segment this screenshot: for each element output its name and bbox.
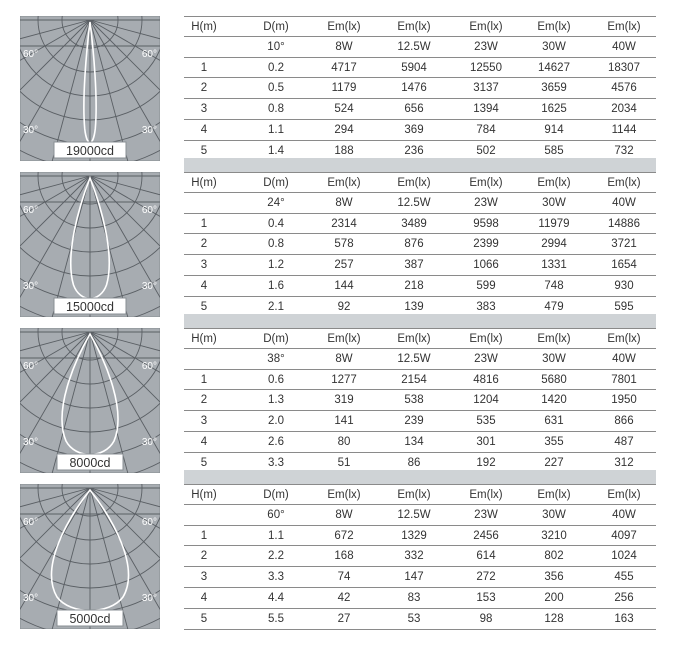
table-cell: 2 — [200, 82, 208, 95]
table-cell: 30W — [542, 40, 566, 53]
table-cell: Em(lx) — [397, 489, 431, 501]
data-row — [184, 567, 656, 588]
table-cell: 930 — [614, 279, 634, 292]
table-cell: 1 — [200, 217, 208, 230]
table-cell: 0.8 — [268, 103, 284, 116]
table-cell: 163 — [614, 612, 634, 625]
table-cell: Em(lx) — [537, 177, 571, 189]
table-cell: 5904 — [401, 61, 427, 74]
table-cell: 4576 — [611, 82, 637, 95]
table-cell: 1.3 — [268, 394, 284, 407]
table-cell — [184, 349, 224, 369]
table-cell: 51 — [337, 456, 351, 469]
table-cell: 8W — [335, 352, 353, 365]
table-cell: Em(lx) — [607, 333, 641, 345]
table-cell: 12.5W — [397, 40, 431, 53]
table-cell: 40W — [612, 352, 636, 365]
table-cell: 0.2 — [268, 61, 284, 74]
table-cell: 1 — [200, 373, 208, 386]
table-cell: 23W — [474, 352, 498, 365]
table-cell: 14627 — [538, 61, 570, 74]
table-cell: 301 — [476, 435, 496, 448]
table-cell: 14886 — [608, 217, 640, 230]
header-row — [184, 172, 656, 193]
table-cell: 1625 — [541, 103, 567, 116]
table-cell: H(m) — [191, 333, 217, 345]
table-cell: Em(lx) — [327, 333, 361, 345]
table-cell: 294 — [334, 123, 354, 136]
table-cell: Em(lx) — [469, 489, 503, 501]
table-cell: 3 — [200, 415, 208, 428]
table-cell: D(m) — [263, 21, 289, 33]
data-row — [184, 390, 656, 411]
polar-diagram-svg — [20, 16, 160, 161]
data-row — [184, 370, 656, 391]
table-cell: 1329 — [401, 529, 427, 542]
table-cell: 4 — [200, 123, 208, 136]
table-cell: 3 — [200, 103, 208, 116]
illuminance-table — [184, 328, 656, 474]
table-cell: 3.3 — [268, 571, 284, 584]
data-row — [184, 120, 656, 141]
table-cell: 631 — [544, 415, 564, 428]
table-cell: 8W — [335, 196, 353, 209]
angle-label: 60° — [23, 361, 39, 372]
table-cell: 5 — [200, 144, 208, 157]
table-cell: 147 — [404, 571, 424, 584]
table-cell: 1476 — [401, 82, 427, 95]
data-row — [184, 99, 656, 120]
table-cell: 599 — [476, 279, 496, 292]
table-cell: 2314 — [331, 217, 357, 230]
table-cell: 153 — [476, 591, 496, 604]
table-cell: 332 — [404, 550, 424, 563]
data-row — [184, 255, 656, 276]
angle-label: 30° — [141, 593, 157, 604]
table-cell: 12.5W — [397, 508, 431, 521]
table-cell: 1331 — [541, 259, 567, 272]
table-cell: 3210 — [541, 529, 567, 542]
table-cell: 2.0 — [268, 415, 284, 428]
table-cell: 236 — [404, 144, 424, 157]
table-cell: 356 — [544, 571, 564, 584]
header-row — [184, 16, 656, 37]
table-cell: Em(lx) — [397, 177, 431, 189]
table-cell: 455 — [614, 571, 634, 584]
table-cell: 1 — [200, 61, 208, 74]
table-cell: 748 — [544, 279, 564, 292]
table-cell: 53 — [407, 612, 421, 625]
table-cell: 4816 — [473, 373, 499, 386]
table-cell: 86 — [407, 456, 421, 469]
table-cell: Em(lx) — [469, 333, 503, 345]
table-cell: 12550 — [470, 61, 502, 74]
table-cell: 3.3 — [268, 456, 284, 469]
table-cell: 914 — [544, 123, 564, 136]
table-cell: Em(lx) — [327, 177, 361, 189]
table-cell: 502 — [476, 144, 496, 157]
table-cell: 23W — [474, 508, 498, 521]
section-divider — [184, 314, 656, 328]
table-cell: 1 — [200, 529, 208, 542]
angle-label: 30° — [23, 437, 39, 448]
table-cell: 1066 — [473, 259, 499, 272]
illuminance-table — [184, 484, 656, 630]
table-cell: 74 — [337, 571, 351, 584]
table-cell: 1179 — [331, 82, 357, 95]
table-cell: 98 — [479, 612, 493, 625]
table-cell: 1144 — [611, 123, 637, 136]
table-cell: 30W — [542, 508, 566, 521]
angle-label: 30° — [23, 125, 39, 136]
table-cell: 866 — [614, 415, 634, 428]
table-cell: 2154 — [401, 373, 427, 386]
table-cell: 92 — [337, 300, 351, 313]
table-cell: 2399 — [473, 238, 499, 251]
beam-row — [184, 37, 656, 58]
table-cell: D(m) — [263, 177, 289, 189]
table-cell: 0.4 — [268, 217, 284, 230]
table-cell: 256 — [614, 591, 634, 604]
table-cell: 1024 — [611, 550, 637, 563]
data-row — [184, 526, 656, 547]
header-row — [184, 484, 656, 505]
table-cell: 144 — [334, 279, 354, 292]
table-cell: 1204 — [473, 394, 499, 407]
data-row — [184, 432, 656, 453]
table-cell: 8W — [335, 40, 353, 53]
table-cell: 732 — [614, 144, 634, 157]
table-cell: H(m) — [191, 177, 217, 189]
table-cell: 30W — [542, 352, 566, 365]
polar-diagram — [20, 484, 160, 629]
table-cell: 18307 — [608, 61, 640, 74]
table-cell: 218 — [404, 279, 424, 292]
table-cell: Em(lx) — [397, 21, 431, 33]
data-row — [184, 546, 656, 567]
table-cell: 5 — [200, 300, 208, 313]
table-cell: 12.5W — [397, 352, 431, 365]
table-cell: 38° — [267, 352, 285, 365]
table-cell: 3659 — [541, 82, 567, 95]
table-cell: 802 — [544, 550, 564, 563]
table-cell: D(m) — [263, 489, 289, 501]
table-cell: Em(lx) — [397, 333, 431, 345]
table-cell: 0.5 — [268, 82, 284, 95]
table-cell: 1.6 — [268, 279, 284, 292]
table-cell: 2 — [200, 550, 208, 563]
table-cell: 200 — [544, 591, 564, 604]
table-cell: 876 — [404, 238, 424, 251]
table-cell: 312 — [614, 456, 634, 469]
table-cell: 227 — [544, 456, 564, 469]
angle-label: 30° — [141, 281, 157, 292]
data-row — [184, 276, 656, 297]
table-cell: 5 — [200, 456, 208, 469]
table-cell: 4.4 — [268, 591, 284, 604]
table-cell: Em(lx) — [607, 489, 641, 501]
table-cell: 257 — [334, 259, 354, 272]
table-cell: 2034 — [611, 103, 637, 116]
table-cell: Em(lx) — [537, 333, 571, 345]
table-cell: 3137 — [473, 82, 499, 95]
angle-label: 60° — [23, 517, 39, 528]
table-cell: 24° — [267, 196, 285, 209]
angle-label: 60° — [23, 49, 39, 60]
polar-diagram-svg — [20, 484, 160, 629]
table-cell: 479 — [544, 300, 564, 313]
table-cell: 585 — [544, 144, 564, 157]
data-row — [184, 609, 656, 630]
table-cell: 784 — [476, 123, 496, 136]
table-cell: 1950 — [611, 394, 637, 407]
table-cell: 383 — [476, 300, 496, 313]
table-cell: 1.1 — [268, 529, 284, 542]
table-cell: Em(lx) — [607, 21, 641, 33]
table-cell: 578 — [334, 238, 354, 251]
table-cell: 319 — [334, 394, 354, 407]
angle-label: 60° — [141, 205, 157, 216]
table-cell: 1420 — [541, 394, 567, 407]
table-cell: 40W — [612, 508, 636, 521]
table-cell: 369 — [404, 123, 424, 136]
table-cell: 2 — [200, 394, 208, 407]
section-divider — [184, 470, 656, 484]
data-row — [184, 588, 656, 609]
table-cell: Em(lx) — [607, 177, 641, 189]
table-cell: 4 — [200, 435, 208, 448]
table-cell: 3489 — [401, 217, 427, 230]
table-cell: 40W — [612, 40, 636, 53]
table-cell: 5680 — [541, 373, 567, 386]
table-cell: 272 — [476, 571, 496, 584]
table-cell: Em(lx) — [537, 21, 571, 33]
table-cell: 3721 — [611, 238, 637, 251]
table-cell: 1.1 — [268, 123, 284, 136]
table-cell: 524 — [334, 103, 354, 116]
table-cell: 11979 — [538, 217, 570, 230]
table-cell: 12.5W — [397, 196, 431, 209]
table-cell: 27 — [337, 612, 351, 625]
table-cell: 656 — [404, 103, 424, 116]
table-cell: 5 — [200, 612, 208, 625]
table-cell: 538 — [404, 394, 424, 407]
data-row — [184, 411, 656, 432]
data-row — [184, 234, 656, 255]
table-cell: 4717 — [331, 61, 357, 74]
table-cell: 1.2 — [268, 259, 284, 272]
table-cell: Em(lx) — [469, 21, 503, 33]
table-cell — [184, 193, 224, 213]
table-cell: 4097 — [611, 529, 637, 542]
table-cell: 4 — [200, 279, 208, 292]
intensity-label: 5000cd — [69, 612, 111, 626]
table-cell — [184, 505, 224, 525]
table-cell: 3 — [200, 571, 208, 584]
beam-row — [184, 193, 656, 214]
table-cell: H(m) — [191, 21, 217, 33]
table-cell: 1654 — [611, 259, 637, 272]
header-row — [184, 328, 656, 349]
polar-diagram — [20, 16, 160, 161]
table-cell: Em(lx) — [327, 489, 361, 501]
table-cell: 0.6 — [268, 373, 284, 386]
table-cell: 188 — [334, 144, 354, 157]
table-cell: 2994 — [541, 238, 567, 251]
table-cell: 1277 — [331, 373, 357, 386]
table-cell: 192 — [476, 456, 496, 469]
table-cell: 4 — [200, 591, 208, 604]
angle-label: 30° — [141, 437, 157, 448]
table-cell: 40W — [612, 196, 636, 209]
table-cell: 168 — [334, 550, 354, 563]
angle-label: 60° — [141, 517, 157, 528]
polar-diagram — [20, 328, 160, 473]
polar-diagram — [20, 172, 160, 317]
table-cell: 134 — [404, 435, 424, 448]
table-cell: 9598 — [473, 217, 499, 230]
table-cell: 355 — [544, 435, 564, 448]
table-cell: 80 — [337, 435, 351, 448]
angle-label: 60° — [141, 49, 157, 60]
data-row — [184, 58, 656, 79]
table-cell: 595 — [614, 300, 634, 313]
table-cell: 387 — [404, 259, 424, 272]
table-cell — [184, 37, 224, 57]
table-cell: 487 — [614, 435, 634, 448]
intensity-label: 15000cd — [66, 300, 114, 314]
table-cell: 672 — [334, 529, 354, 542]
table-cell: 141 — [334, 415, 354, 428]
illuminance-table — [184, 16, 656, 162]
illuminance-table — [184, 172, 656, 318]
angle-label: 30° — [23, 281, 39, 292]
polar-diagram-svg — [20, 328, 160, 473]
table-cell: 1394 — [473, 103, 499, 116]
table-cell: 10° — [267, 40, 285, 53]
table-cell: 2 — [200, 238, 208, 251]
table-cell: 0.8 — [268, 238, 284, 251]
table-cell: 42 — [337, 591, 351, 604]
table-cell: 128 — [544, 612, 564, 625]
table-cell: 30W — [542, 196, 566, 209]
table-cell: Em(lx) — [469, 177, 503, 189]
table-cell: 2.2 — [268, 550, 284, 563]
table-cell: 239 — [404, 415, 424, 428]
beam-row — [184, 349, 656, 370]
table-cell: Em(lx) — [327, 21, 361, 33]
table-cell: 2456 — [473, 529, 499, 542]
table-cell: 139 — [404, 300, 424, 313]
table-cell: 8W — [335, 508, 353, 521]
angle-label: 30° — [23, 593, 39, 604]
table-cell: Em(lx) — [537, 489, 571, 501]
table-cell: 1.4 — [268, 144, 284, 157]
table-cell: 23W — [474, 196, 498, 209]
table-cell: 5.5 — [268, 612, 284, 625]
polar-diagram-svg — [20, 172, 160, 317]
table-cell: 83 — [407, 591, 421, 604]
data-row — [184, 78, 656, 99]
angle-label: 60° — [23, 205, 39, 216]
beam-row — [184, 505, 656, 526]
intensity-label: 8000cd — [69, 456, 111, 470]
table-cell: 60° — [267, 508, 285, 521]
table-cell: D(m) — [263, 333, 289, 345]
table-cell: 23W — [474, 40, 498, 53]
table-cell: 2.6 — [268, 435, 284, 448]
table-cell: 614 — [476, 550, 496, 563]
angle-label: 60° — [141, 361, 157, 372]
table-cell: 3 — [200, 259, 208, 272]
table-cell: 2.1 — [268, 300, 284, 313]
table-cell: 535 — [476, 415, 496, 428]
table-cell: H(m) — [191, 489, 217, 501]
intensity-label: 19000cd — [66, 144, 114, 158]
section-divider — [184, 158, 656, 172]
angle-label: 30° — [141, 125, 157, 136]
table-cell: 7801 — [611, 373, 637, 386]
data-row — [184, 214, 656, 235]
